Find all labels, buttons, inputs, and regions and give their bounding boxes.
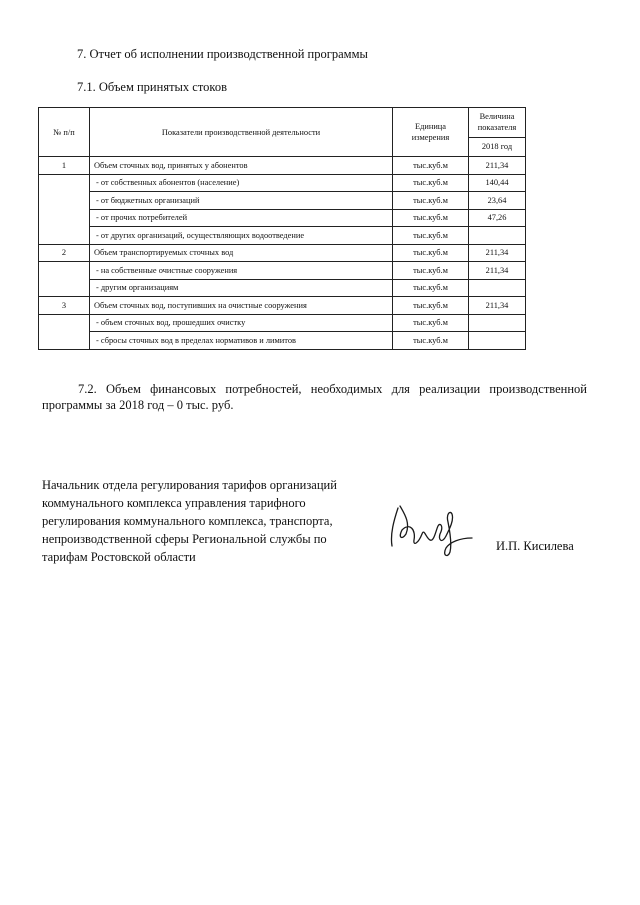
row-value: 23,64 <box>469 192 526 210</box>
table-row <box>39 279 526 297</box>
row-num: 3 <box>39 297 90 315</box>
row-name: - от бюджетных организаций <box>90 192 393 210</box>
table-row <box>39 262 526 280</box>
row-value: 211,34 <box>469 297 526 315</box>
row-name: Объем транспортируемых сточных вод <box>90 244 393 262</box>
position-line: Начальник отдела регулирования тарифов организаций <box>42 478 337 492</box>
header-num: № п/п <box>39 108 90 157</box>
subsection-title: 7.1. Объем принятых стоков <box>77 80 227 94</box>
row-value <box>469 332 526 350</box>
table-row <box>39 314 526 332</box>
row-unit: тыс.куб.м <box>393 262 469 280</box>
row-name: - на собственные очистные сооружения <box>90 262 393 280</box>
table-row <box>39 174 526 192</box>
row-value <box>469 227 526 245</box>
row-unit: тыс.куб.м <box>393 192 469 210</box>
position-line: регулирования коммунального комплекса, транспорта, <box>42 514 333 528</box>
table-row <box>39 192 526 210</box>
position-line: коммунального комплекса управления тарифного <box>42 496 306 510</box>
row-unit: тыс.куб.м <box>393 279 469 297</box>
header-value-group-label: Величина показателя <box>477 112 517 133</box>
signatory-position <box>42 476 382 566</box>
row-unit: тыс.куб.м <box>393 314 469 332</box>
row-unit: тыс.куб.м <box>393 174 469 192</box>
table-row <box>39 297 526 315</box>
header-name: Показатели производственной деятельности <box>90 108 393 157</box>
row-name: - от прочих потребителей <box>90 209 393 227</box>
table-row <box>39 157 526 175</box>
row-num <box>39 262 90 297</box>
row-name: Объем сточных вод, принятых у абонентов <box>90 157 393 175</box>
row-value: 140,44 <box>469 174 526 192</box>
row-num: 2 <box>39 244 90 262</box>
table-row <box>39 332 526 350</box>
row-name: - другим организациям <box>90 279 393 297</box>
row-unit: тыс.куб.м <box>393 332 469 350</box>
row-value <box>469 314 526 332</box>
header-unit-label: Единица измерения <box>411 122 450 142</box>
row-name: - от собственных абонентов (население) <box>90 174 393 192</box>
row-unit: тыс.куб.м <box>393 297 469 315</box>
row-unit: тыс.куб.м <box>393 209 469 227</box>
finance-paragraph: 7.2. Объем финансовых потребностей, необходимых для реализации производственной программы за 2018 год – 0 тыс. руб. <box>42 382 587 412</box>
row-value: 47,26 <box>469 209 526 227</box>
table-row <box>39 227 526 245</box>
row-unit: тыс.куб.м <box>393 227 469 245</box>
position-line: тарифам Ростовской области <box>42 550 196 564</box>
position-line: непроизводственной сферы Региональной службы по <box>42 532 327 546</box>
row-num <box>39 174 90 244</box>
production-program-table <box>38 107 526 350</box>
row-num <box>39 314 90 349</box>
row-name: - от других организаций, осуществляющих водоотведение <box>90 227 393 245</box>
row-num: 1 <box>39 157 90 175</box>
header-unit <box>393 108 469 157</box>
table-row <box>39 244 526 262</box>
signatory-name: И.П. Кисилева <box>496 539 574 553</box>
section-title: 7. Отчет об исполнении производственной программы <box>77 47 368 61</box>
row-unit: тыс.куб.м <box>393 244 469 262</box>
row-name: Объем сточных вод, поступивших на очистные сооружения <box>90 297 393 315</box>
handwritten-signature <box>380 500 480 560</box>
table-row <box>39 209 526 227</box>
header-year: 2018 год <box>469 137 526 156</box>
table-header-row <box>39 108 526 138</box>
header-value-group <box>469 108 526 138</box>
row-name: - сбросы сточных вод в пределах нормативов и лимитов <box>90 332 393 350</box>
row-value: 211,34 <box>469 262 526 280</box>
row-value: 211,34 <box>469 244 526 262</box>
row-unit: тыс.куб.м <box>393 157 469 175</box>
row-value <box>469 279 526 297</box>
row-value: 211,34 <box>469 157 526 175</box>
row-name: - объем сточных вод, прошедших очистку <box>90 314 393 332</box>
